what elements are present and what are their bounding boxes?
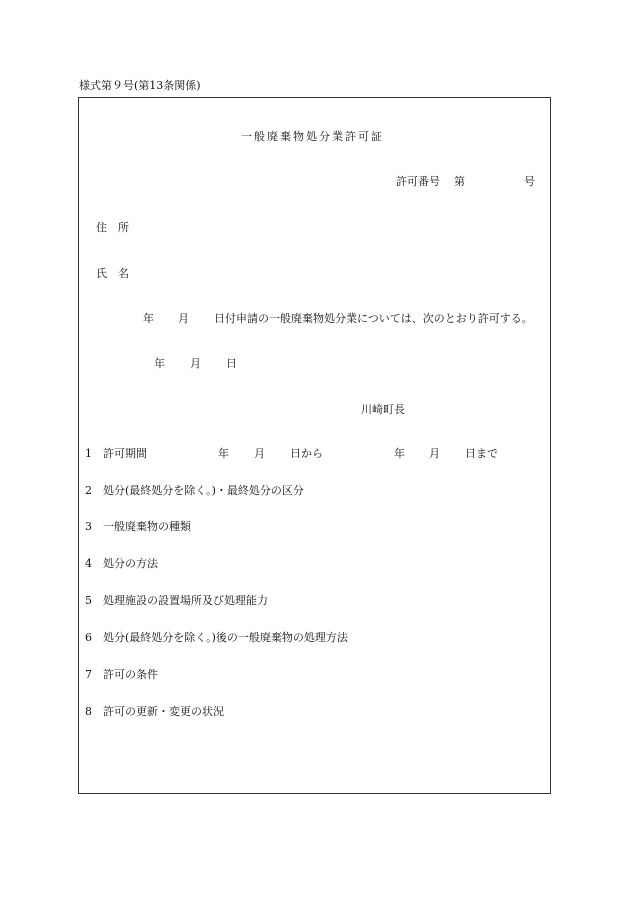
item-4-number: 4 [85, 557, 92, 570]
item-8-number: 8 [85, 705, 92, 718]
certificate-frame [78, 97, 551, 794]
period-to-year: 年 [394, 447, 405, 460]
name-label: 氏 名 [96, 267, 129, 280]
item-2-number: 2 [85, 484, 92, 497]
permit-number-label: 許可番号 [396, 175, 440, 188]
item-6-label: 処分(最終処分を除く。)後の一般廃棄物の処理方法 [103, 631, 348, 644]
statement-text: 日付申請の一般廃棄物処分業については、次のとおり許可する。 [214, 312, 533, 325]
item-2 [85, 484, 304, 498]
item-1-label: 許可期間 [103, 447, 147, 460]
item-8-label: 許可の更新・変更の状況 [103, 705, 224, 718]
statement-year: 年 [143, 312, 154, 325]
item-2-label: 処分(最終処分を除く。)・最終処分の区分 [103, 484, 304, 497]
item-1 [85, 447, 147, 461]
permit-number-prefix: 第 [454, 175, 465, 188]
item-7-label: 許可の条件 [103, 668, 158, 681]
item-4 [85, 557, 158, 571]
certificate-title: 一般廃棄物処分業許可証 [241, 130, 384, 143]
item-5-number: 5 [85, 594, 92, 607]
form-label: 様式第９号(第13条関係) [79, 79, 201, 92]
item-6-number: 6 [85, 631, 92, 644]
issue-date-month: 月 [190, 357, 201, 370]
item-5 [85, 594, 268, 608]
item-3-label: 一般廃棄物の種類 [103, 520, 191, 533]
item-3-number: 3 [85, 520, 92, 533]
item-4-label: 処分の方法 [103, 557, 158, 570]
item-3 [85, 520, 191, 534]
item-7-number: 7 [85, 668, 92, 681]
statement-month: 月 [178, 312, 189, 325]
period-from-suffix: 日から [290, 447, 323, 460]
item-5-label: 処理施設の設置場所及び処理能力 [103, 594, 268, 607]
issue-date-year: 年 [154, 357, 165, 370]
period-from-month: 月 [254, 447, 265, 460]
item-1-number: 1 [85, 447, 92, 460]
permit-number-suffix: 号 [524, 175, 535, 188]
item-8 [85, 705, 224, 719]
issuer-name: 川崎町長 [361, 403, 405, 416]
item-6 [85, 631, 348, 645]
period-from-year: 年 [218, 447, 229, 460]
period-to-suffix: 日まで [465, 447, 498, 460]
address-label: 住 所 [96, 221, 129, 234]
period-to-month: 月 [429, 447, 440, 460]
issue-date-day: 日 [226, 357, 237, 370]
item-7 [85, 668, 158, 682]
